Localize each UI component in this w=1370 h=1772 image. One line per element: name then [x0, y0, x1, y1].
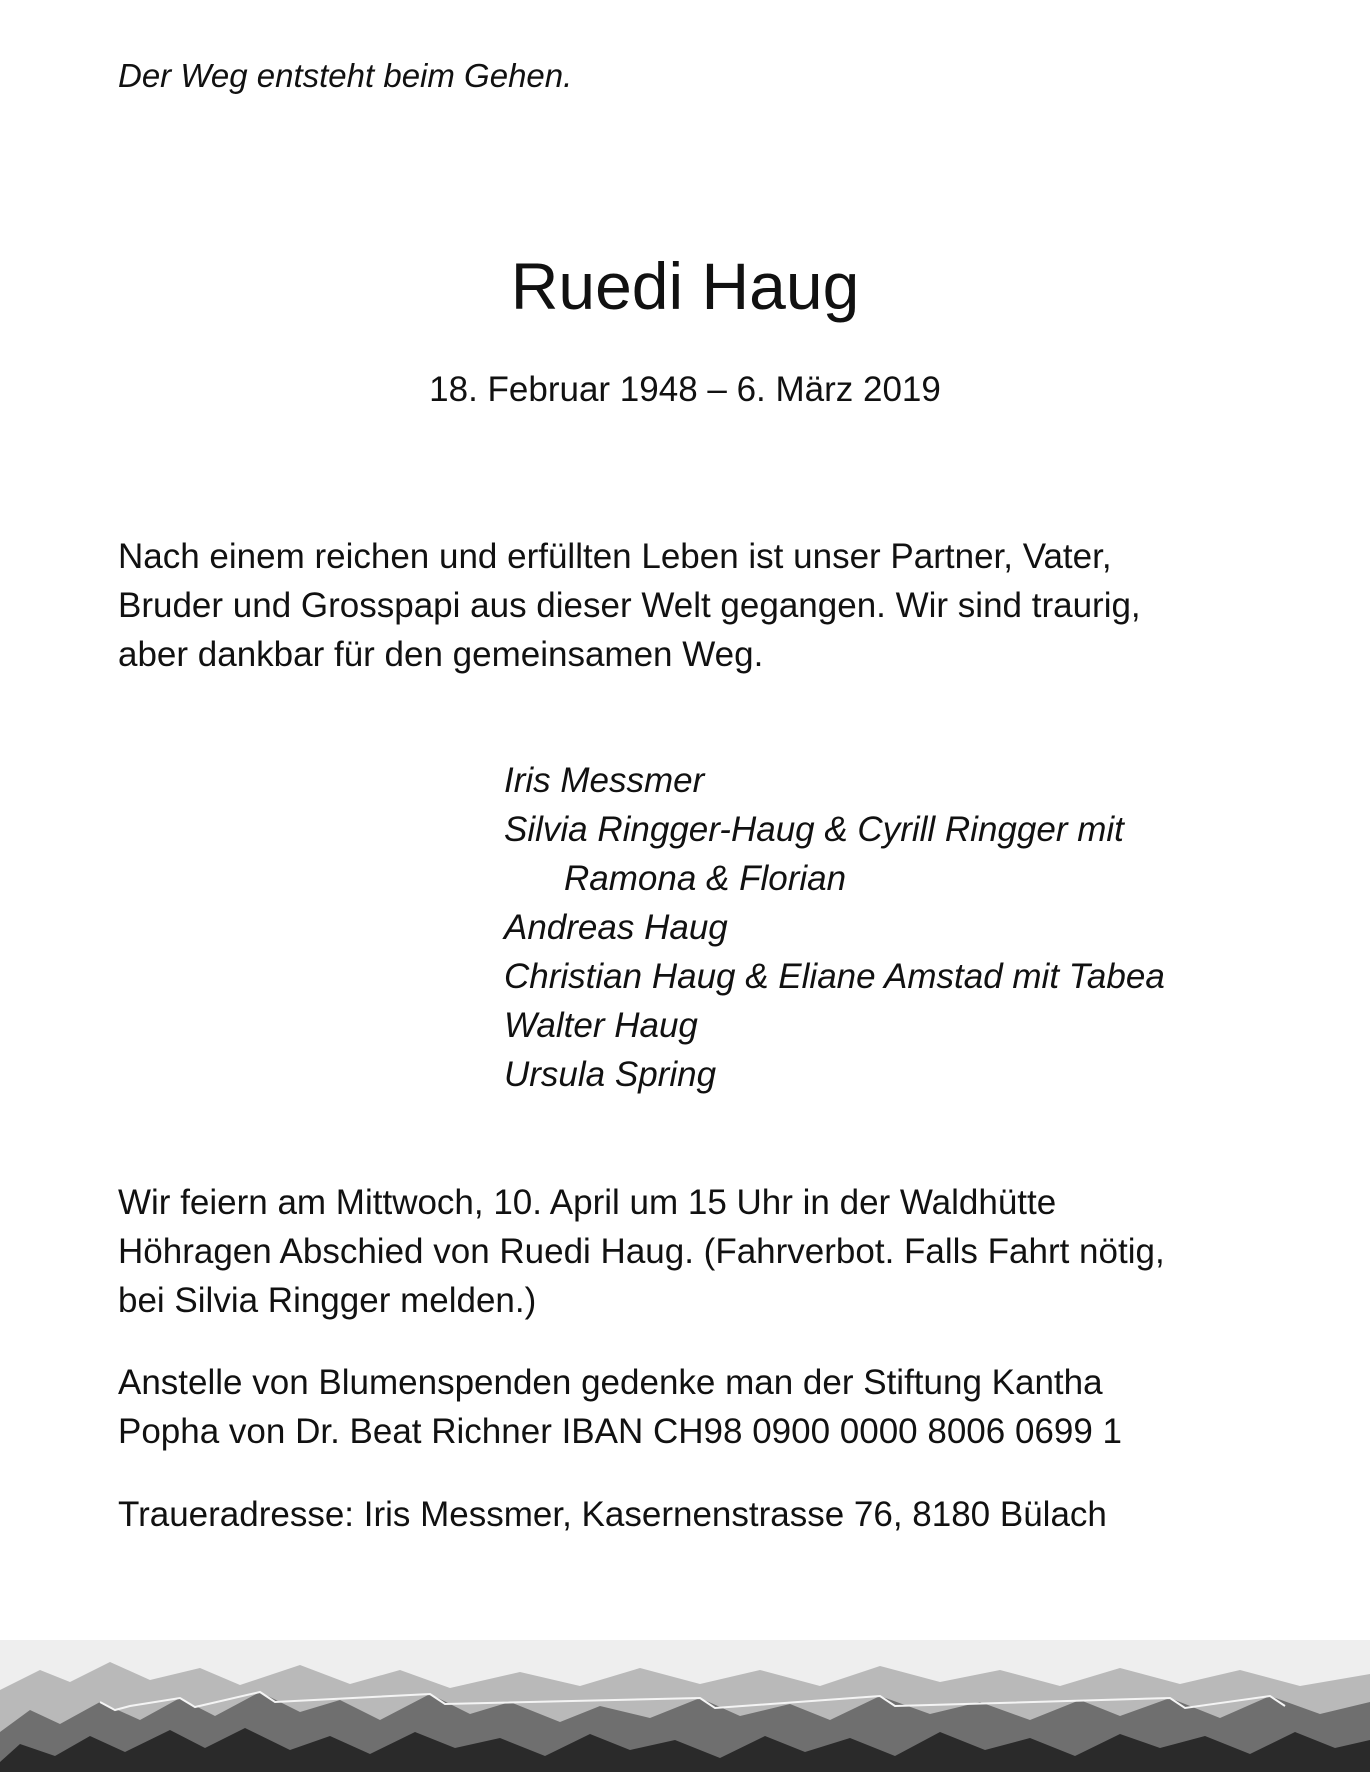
intro-line: aber dankbar für den gemeinsamen Weg. [118, 635, 764, 674]
motto: Der Weg entsteht beim Gehen. [118, 57, 573, 94]
celebration-paragraph [118, 1178, 1268, 1325]
address-line: Traueradresse: Iris Messmer, Kasernenstrasse 76, 8180 Bülach [118, 1495, 1107, 1534]
donation-line: Popha von Dr. Beat Richner IBAN CH98 0900 0000 8006 0699 1 [118, 1412, 1123, 1451]
mourner-name: Iris Messmer [504, 761, 705, 800]
celebration-line: Wir feiern am Mittwoch, 10. April um 15 Uhr in der Waldhütte [118, 1183, 1057, 1222]
celebration-line: bei Silvia Ringger melden.) [118, 1281, 537, 1320]
deceased-name: Ruedi Haug [510, 249, 860, 323]
mourning-address [118, 1490, 1268, 1539]
mourner-name: Andreas Haug [504, 908, 728, 947]
donation-paragraph [118, 1358, 1268, 1456]
mourner-name: Ursula Spring [504, 1055, 717, 1094]
intro-line: Nach einem reichen und erfüllten Leben ist unser Partner, Vater, [118, 537, 1112, 576]
mourner-name-continued: Ramona & Florian [564, 859, 847, 898]
life-dates: 18. Februar 1948 – 6. März 2019 [429, 370, 941, 409]
celebration-line: Höhragen Abschied von Ruedi Haug. (Fahrverbot. Falls Fahrt nötig, [118, 1232, 1165, 1271]
mourner-name: Christian Haug & Eliane Amstad mit Tabea [504, 957, 1165, 996]
mourners-list [504, 756, 1165, 1099]
intro-line: Bruder und Grosspapi aus dieser Welt gegangen. Wir sind traurig, [118, 586, 1141, 625]
mourner-name: Walter Haug [504, 1006, 698, 1045]
mourner-name: Silvia Ringger-Haug & Cyrill Ringger mit [504, 810, 1124, 849]
mountain-range-illustration [0, 1640, 1370, 1772]
donation-line: Anstelle von Blumenspenden gedenke man der Stiftung Kantha [118, 1363, 1103, 1402]
intro-paragraph [118, 532, 1268, 679]
